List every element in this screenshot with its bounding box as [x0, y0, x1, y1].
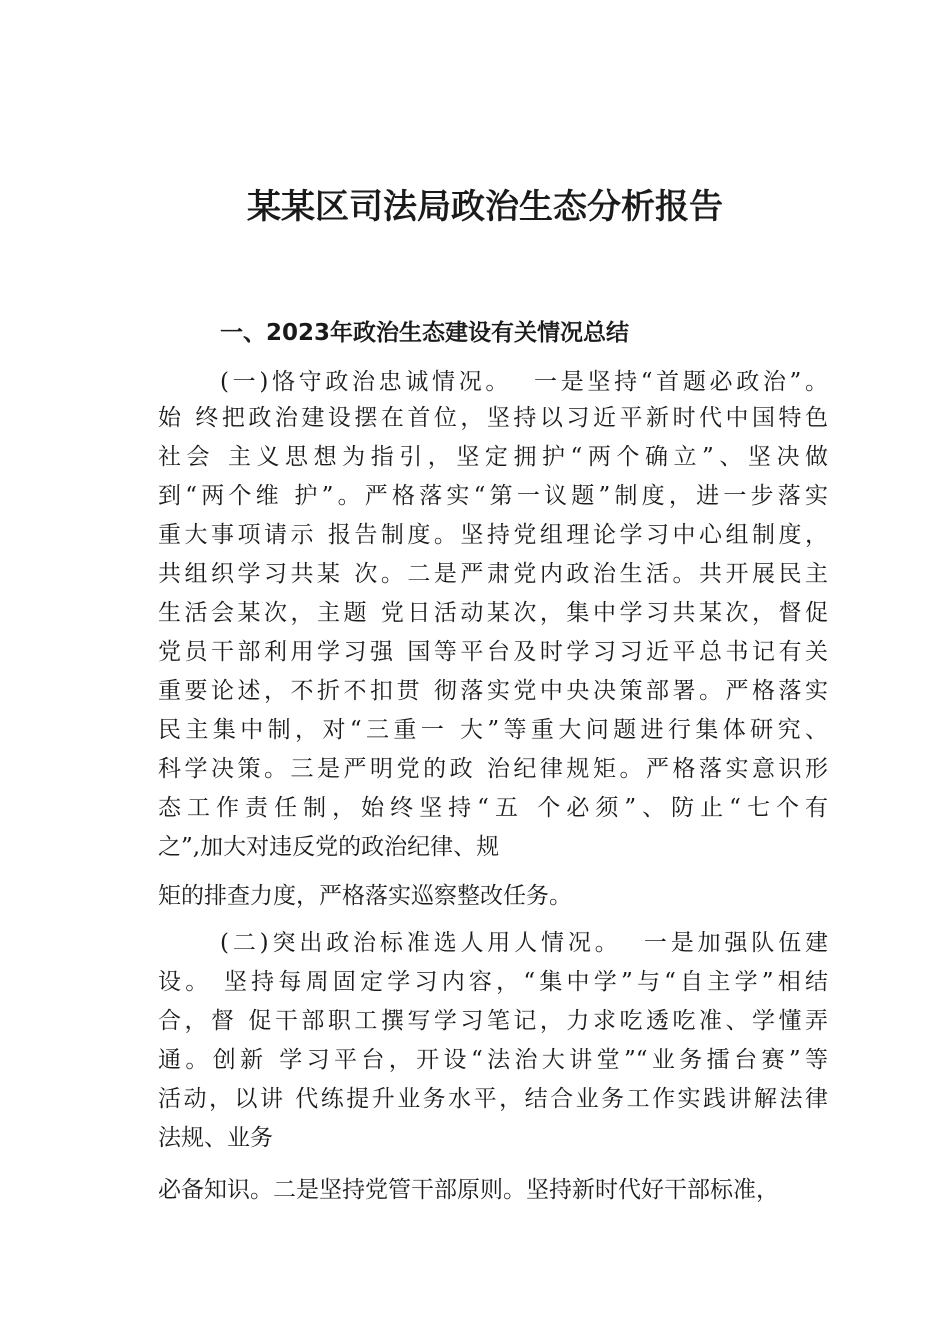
paragraph-line: 活动，以讲 代练提升业务水平，结合业务工作实践讲解法律: [158, 1086, 828, 1112]
paragraph-line: 之”,加大对违反党的政治纪律、规: [158, 834, 500, 860]
paragraph-line: 科学决策。三是严明党的政 治纪律规矩。严格落实意识形: [158, 756, 828, 782]
paragraph-line: 始 终把政治建设摆在首位，坚持以习近平新时代中国特色: [158, 405, 828, 431]
paragraph-line: 通。创新 学习平台，开设“法治大讲堂”“业务擂台赛”等: [158, 1047, 828, 1073]
paragraph-line: 合，督 促干部职工撰写学习笔记，力求吃透吃准、学懂弄: [158, 1008, 828, 1034]
section-heading: 一、2023年政治生态建设有关情况总结: [220, 320, 630, 346]
paragraph-line: 社会 主义思想为指引，坚定拥护“两个确立”、坚决做: [158, 444, 828, 470]
paragraph-line: 重要论述，不折不扣贯 彻落实党中央决策部署。严格落实: [158, 678, 828, 704]
paragraph-line: 到“两个维 护”。严格落实“第一议题”制度，进一步落实: [158, 483, 828, 509]
paragraph-line: 必备知识。二是坚持党管干部原则。坚持新时代好干部标准，: [158, 1177, 779, 1203]
paragraph-line: 党员干部利用学习强 国等平台及时学习习近平总书记有关: [158, 639, 828, 665]
paragraph-line: 共组织学习共某 次。二是严肃党内政治生活。共开展民主: [158, 561, 828, 587]
paragraph-line: (一)恪守政治忠诚情况。 一是坚持“首题必政治”。: [220, 369, 828, 395]
paragraph-line: 重大事项请示 报告制度。坚持党组理论学习中心组制度，: [158, 522, 828, 548]
paragraph-line: 态工作责任制，始终坚持“五 个必须”、防止“七个有: [158, 795, 828, 821]
paragraph-line: 矩的排查力度，严格落实巡察整改任务。: [158, 883, 572, 909]
paragraph-line: 法规、业务: [158, 1125, 273, 1151]
document-title: 某某区司法局政治生态分析报告: [247, 187, 723, 227]
paragraph-line: 生活会某次，主题 党日活动某次，集中学习共某次，督促: [158, 600, 828, 626]
paragraph-line: (二)突出政治标准选人用人情况。 一是加强队伍建: [220, 930, 828, 956]
paragraph-line: 民主集中制，对“三重一 大”等重大问题进行集体研究、: [158, 717, 828, 743]
paragraph-line: 设。 坚持每周固定学习内容，“集中学”与“自主学”相结: [158, 969, 828, 995]
